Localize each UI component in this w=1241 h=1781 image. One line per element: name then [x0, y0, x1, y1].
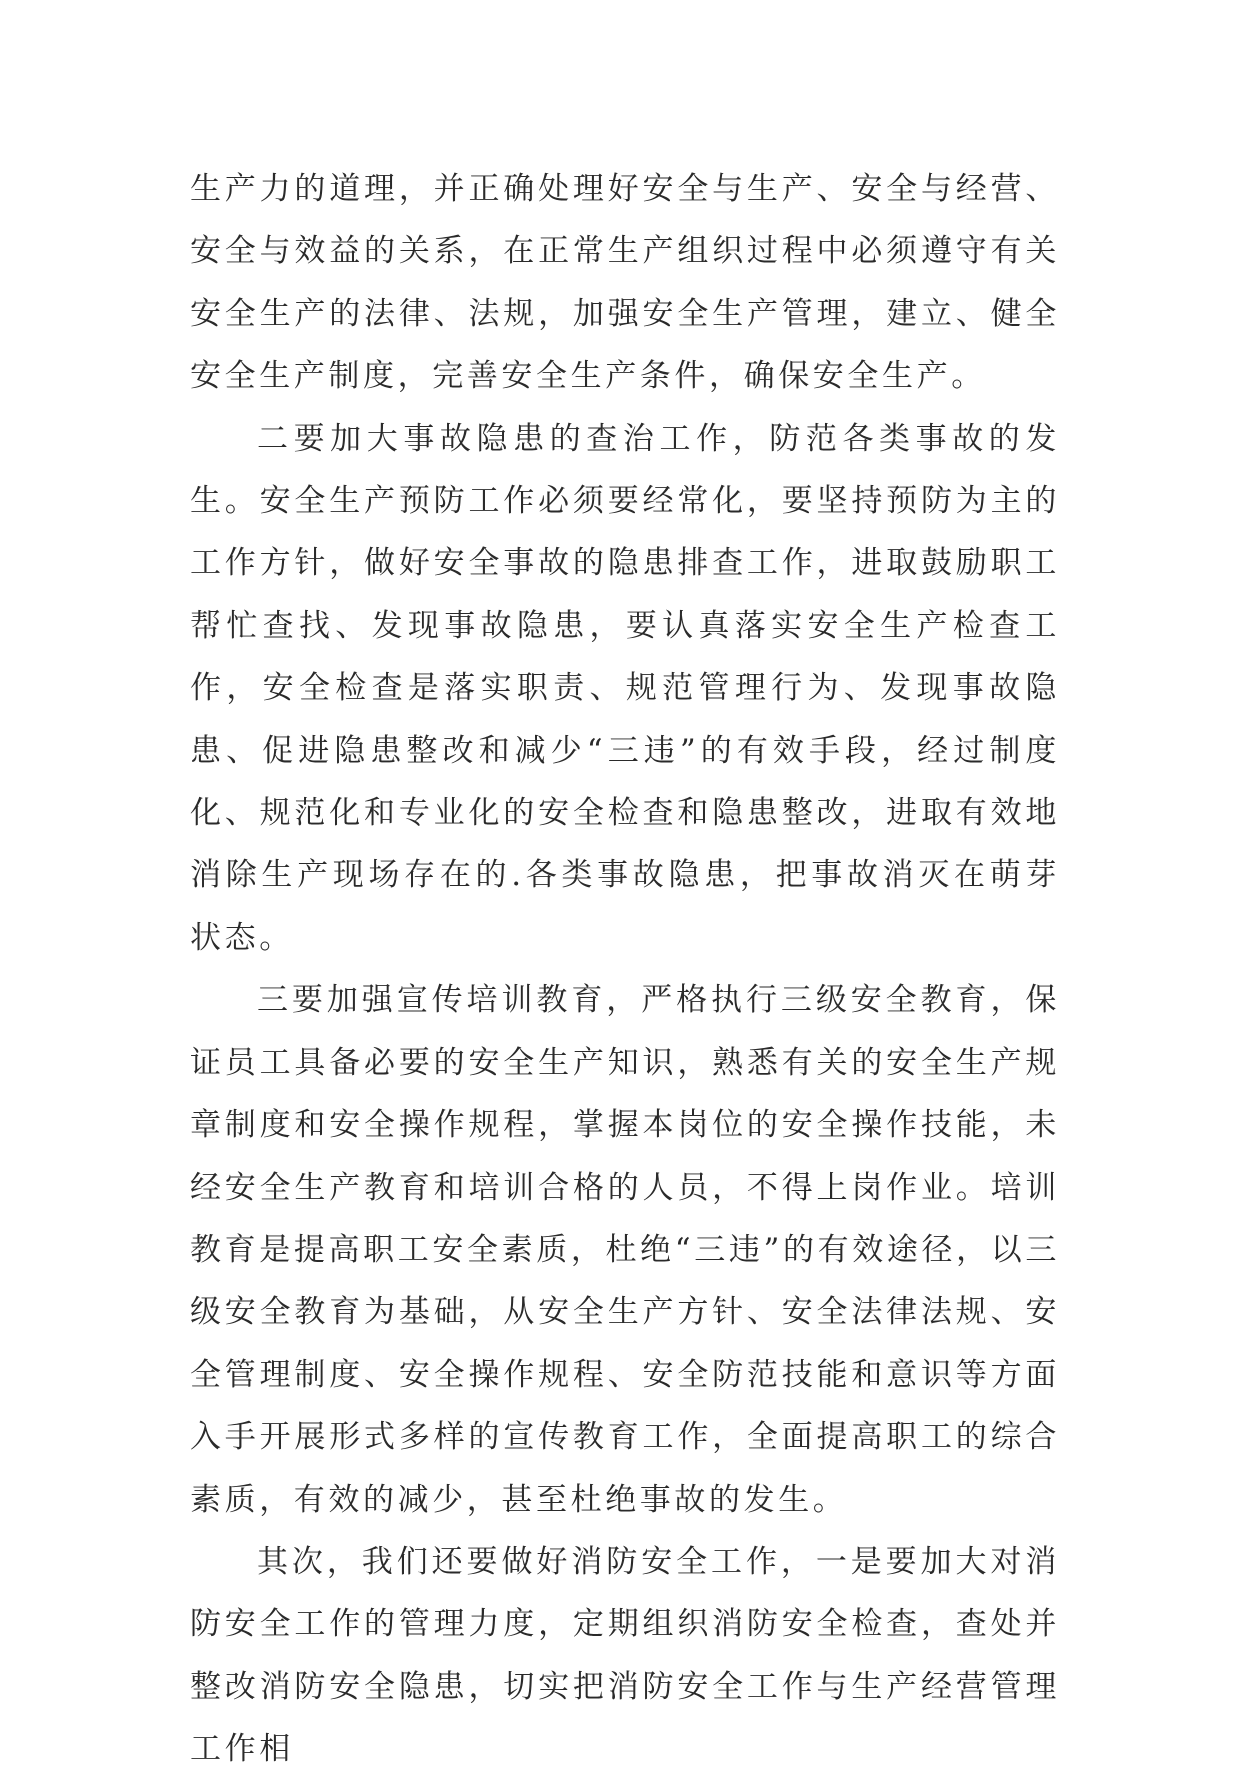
paragraph-3: 三要加强宣传培训教育，严格执行三级安全教育，保证员工具备必要的安全生产知识，熟悉有关的安全生产规章制度和安全操作规程，掌握本岗位的安全操作技能，未经安全生产教育和培训合格的人员，不得上岗作业。培训教育是提高职工安全素质，杜绝“三违”的有效途径，以三级安全教育为基础，从安全生产方针、安全法律法规、安全管理制度、安全操作规程、安全防范技能和意识等方面入手开展形式多样的宣传教育工作，全面提高职工的综合素质，有效的减少，甚至杜绝事故的发生。: [190, 982, 1060, 1518]
paragraph-4: 其次，我们还要做好消防安全工作，一是要加大对消防安全工作的管理力度，定期组织消防安全检查，查处并整改消防安全隐患，切实把消防安全工作与生产经营管理工作相: [190, 1543, 1060, 1768]
paragraph-2: 二要加大事故隐患的查治工作，防范各类事故的发生。安全生产预防工作必须要经常化，要坚持预防为主的工作方针，做好安全事故的隐患排查工作，进取鼓励职工帮忙查找、发现事故隐患，要认真落实安全生产检查工作，安全检查是落实职责、规范管理行为、发现事故隐患、促进隐患整改和减少“三违”的有效手段，经过制度化、规范化和专业化的安全检查和隐患整改，进取有效地消除生产现场存在的.各类事故隐患，把事故消灭在萌芽状态。: [190, 420, 1060, 956]
paragraph-1: 生产力的道理，并正确处理好安全与生产、安全与经营、安全与效益的关系，在正常生产组织过程中必须遵守有关安全生产的法律、法规，加强安全生产管理，建立、健全安全生产制度，完善安全生产条件，确保安全生产。: [190, 171, 1060, 395]
document-body: [190, 158, 1060, 1781]
